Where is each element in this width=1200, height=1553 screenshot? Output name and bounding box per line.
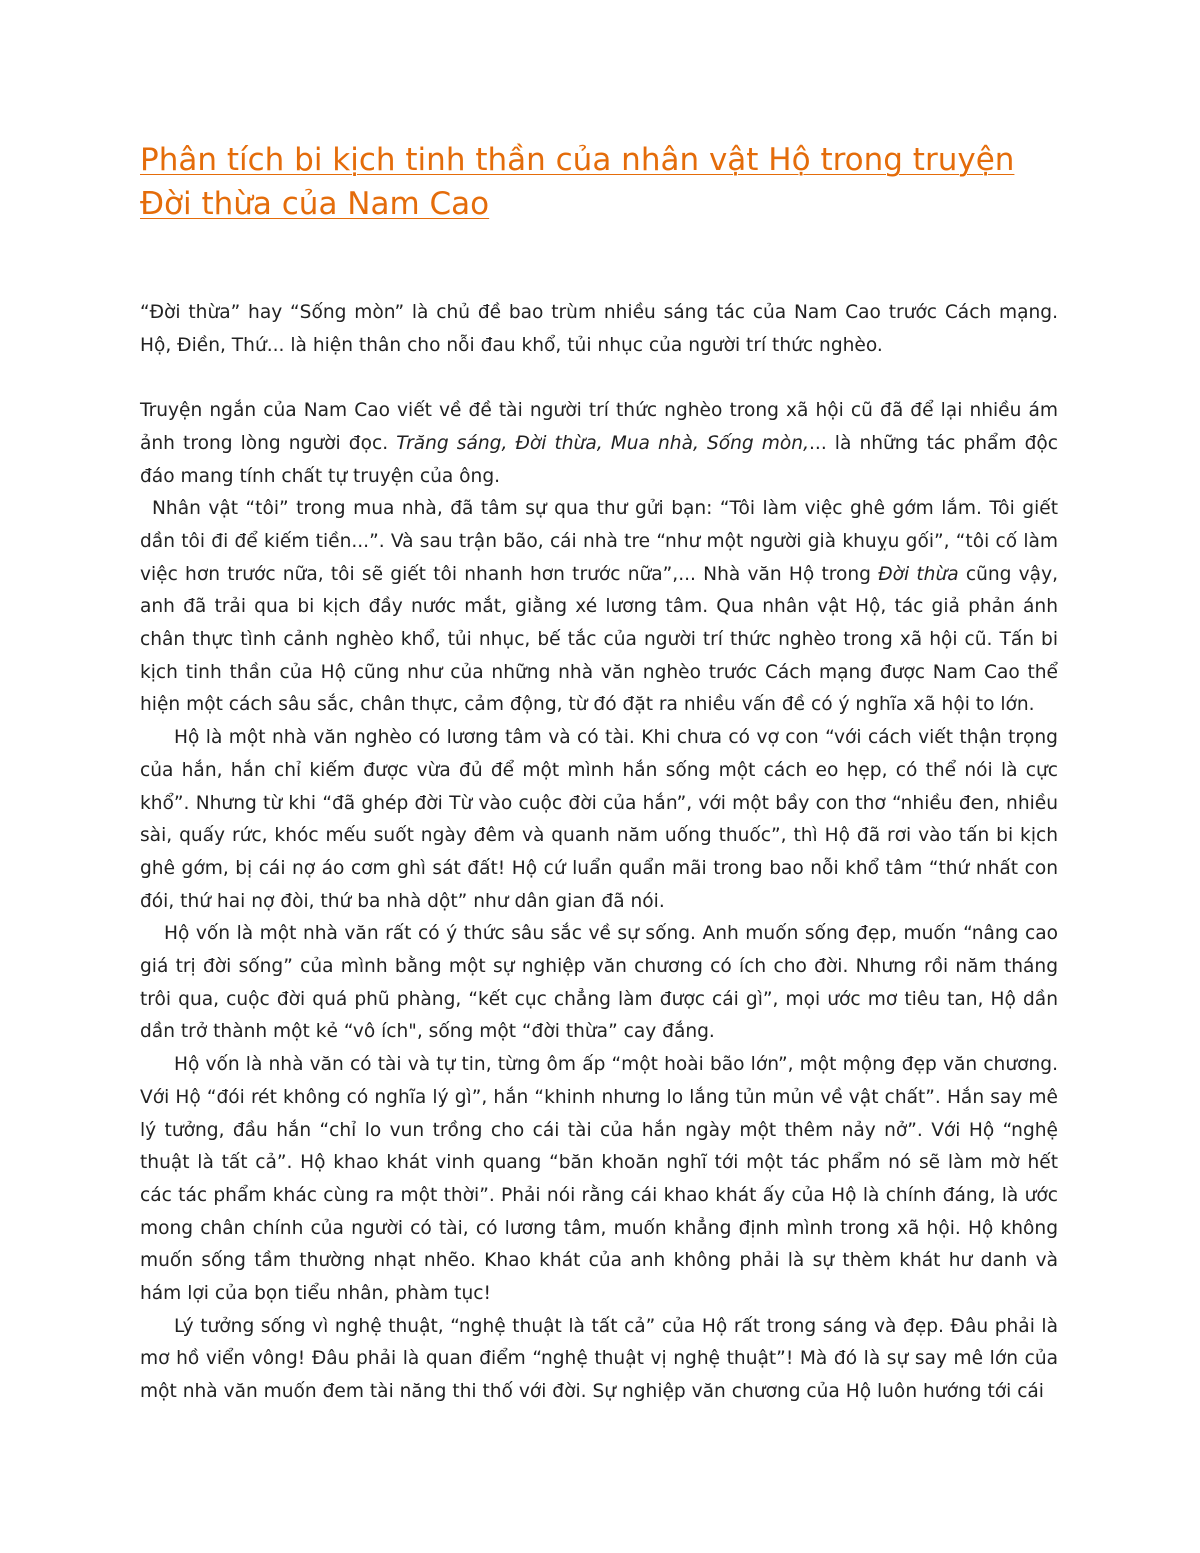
- paragraph-3-italic: Đời thừa: [878, 563, 959, 585]
- paragraph-2: [140, 395, 1058, 493]
- paragraph-3-text-a: Nhân vật “tôi” trong mua nhà, đã tâm sự qua thư gửi bạn: “Tôi làm việc ghê gớm lắm. Tôi giết dần tôi đi để kiếm tiền...”. Và sau trận bão, cái nhà tre “như một người già khuỵu gối”, “tôi cố làm việc hơn trước nữa, tôi sẽ giết tôi nhanh hơn trước nữa”,... Nhà văn Hộ trong: [140, 498, 1058, 585]
- paragraph-6: Hộ vốn là nhà văn có tài và tự tin, từng ôm ấp “một hoài bão lớn”, một mộng đẹp văn chương. Với Hộ “đói rét không có nghĩa lý gì”, hắn “khinh nhưng lo lắng tủn mủn về vật chất”. Hắn say mê lý tưởng, đầu hắn “chỉ lo vun trồng cho cái tài của hắn ngày một thêm nảy nở”. Với Hộ “nghệ thuật là tất cả”. Hộ khao khát vinh quang “băn khoăn nghĩ tới một tác phẩm nó sẽ làm mờ hết các tác phẩm khác cùng ra một thời”. Phải nói rằng cái khao khát ấy của Hộ là chính đáng, là ước mong chân chính của người có tài, có lương tâm, muốn khẳng định mình trong xã hội. Hộ không muốn sống tầm thường nhạt nhẽo. Khao khát của anh không phải là sự thèm khát hư danh và hám lợi của bọn tiểu nhân, phàm tục!: [140, 1054, 1058, 1305]
- paragraph-intro: “Đời thừa” hay “Sống mòn” là chủ đề bao trùm nhiều sáng tác của Nam Cao trước Cách mạng. Hộ, Điền, Thứ... là hiện thân cho nỗi đau khổ, tủi nhục của người trí thức nghèo.: [140, 302, 1058, 356]
- paragraph-7: Lý tưởng sống vì nghệ thuật, “nghệ thuật là tất cả” của Hộ rất trong sáng và đẹp. Đâu phải là mơ hồ viển vông! Đâu phải là quan điểm “nghệ thuật vị nghệ thuật”! Mà đó là sự say mê lớn của một nhà văn muốn đem tài năng thi thố với đời. Sự nghiệp văn chương của Hộ luôn hướng tới cái: [140, 1315, 1058, 1403]
- paragraph-3: [140, 493, 1058, 722]
- paragraph-2-text-b: ... là những tác phẩm độc đáo mang tính chất tự truyện của ông.: [140, 432, 1059, 487]
- document-body: [140, 297, 1058, 1409]
- document-title[interactable]: Phân tích bi kịch tinh thần của nhân vật Hộ trong truyện Đời thừa của Nam Cao: [140, 142, 1015, 222]
- paragraph-5: Hộ vốn là một nhà văn rất có ý thức sâu sắc về sự sống. Anh muốn sống đẹp, muốn “nâng cao giá trị đời sống” của mình bằng một sự nghiệp văn chương có ích cho đời. Nhưng rồi năm tháng trôi qua, cuộc đời quá phũ phàng, “kết cục chẳng làm được cái gì”, mọi ước mơ tiêu tan, Hộ dần dần trở thành một kẻ “vô ích", sống một “đời thừa” cay đắng.: [140, 923, 1058, 1043]
- document-page: [140, 138, 1058, 1409]
- paragraph-4: Hộ là một nhà văn nghèo có lương tâm và có tài. Khi chưa có vợ con “với cách viết thận trọng của hắn, hắn chỉ kiếm được vừa đủ để một mình hắn sống một cách eo hẹp, có thể nói là cực khổ”. Nhưng từ khi “đã ghép đời Từ vào cuộc đời của hắn”, với một bầy con thơ “nhiều đen, nhiều sài, quấy rức, khóc mếu suốt ngày đêm và quanh năm uống thuốc”, thì Hộ đã rơi vào tấn bi kịch ghê gớm, bị cái nợ áo cơm ghì sát đất! Hộ cứ luẩn quẩn mãi trong bao nỗi khổ tâm “thứ nhất con đói, thứ hai nợ đòi, thứ ba nhà dột” như dân gian đã nói.: [140, 727, 1058, 912]
- paragraph-2-text-a: Truyện ngắn của Nam Cao viết về đề tài người trí thức nghèo trong xã hội cũ đã để lại nhiều ám ảnh trong lòng người đọc.: [140, 400, 1058, 454]
- paragraph-3-text-b: cũng vậy, anh đã trải qua bi kịch đầy nước mắt, giằng xé lương tâm. Qua nhân vật Hộ, tác giả phản ánh chân thực tình cảnh nghèo khổ, tủi nhục, bế tắc của người trí thức nghèo trong xã hội cũ. Tấn bi kịch tinh thần của Hộ cũng như của những nhà văn nghèo trước Cách mạng được Nam Cao thể hiện một cách sâu sắc, chân thực, cảm động, từ đó đặt ra nhiều vấn đề có ý nghĩa xã hội to lớn.: [140, 563, 1058, 716]
- paragraph-2-italic: Trăng sáng, Đời thừa, Mua nhà, Sống mòn,: [396, 432, 809, 454]
